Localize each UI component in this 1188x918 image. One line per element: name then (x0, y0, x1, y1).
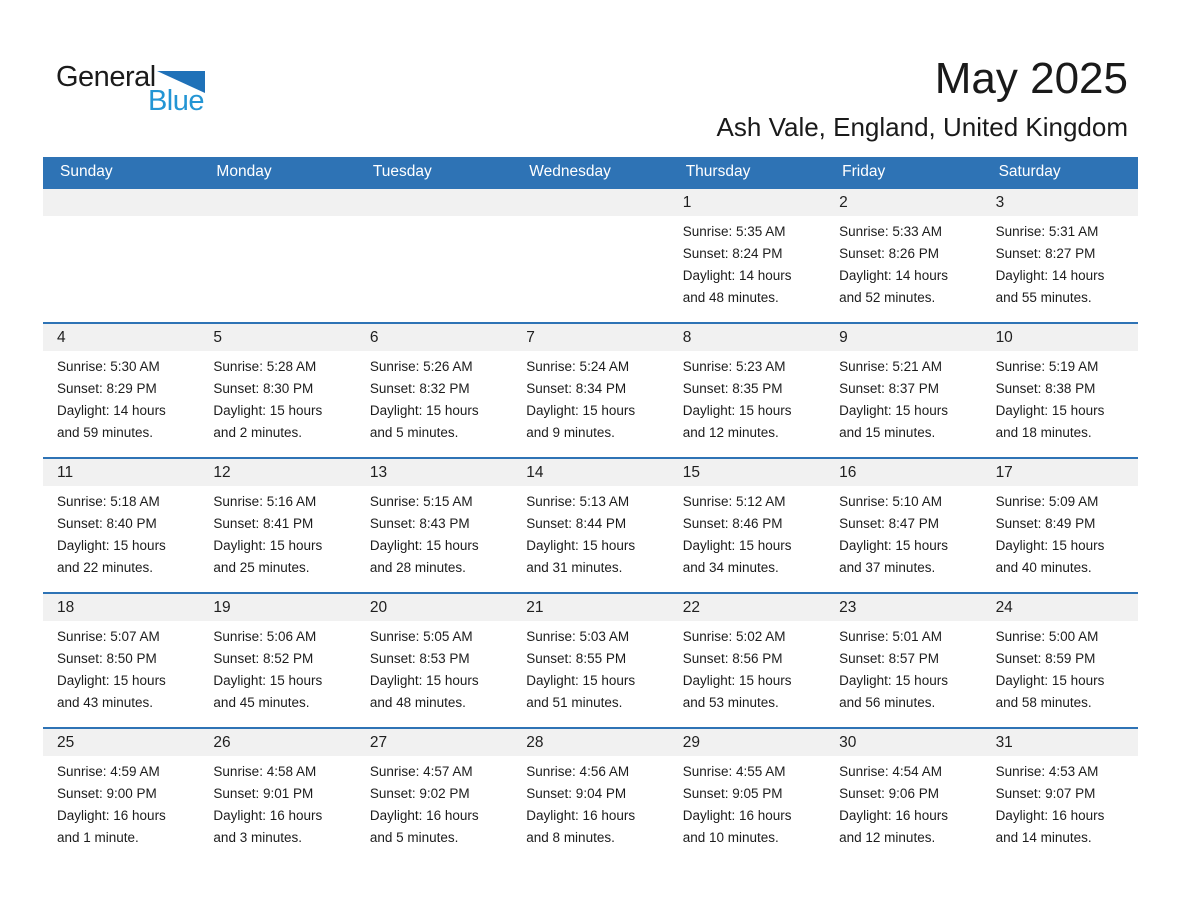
sunrise-text: Sunrise: 5:15 AM (369, 494, 473, 509)
day-info (982, 621, 1138, 714)
day-info (199, 621, 355, 714)
sunrise-text: Sunrise: 5:06 AM (213, 629, 317, 644)
day-number: 22 (669, 594, 825, 621)
day-cell (199, 324, 355, 457)
day-info (356, 486, 512, 579)
daylight-text: Daylight: 15 hours and 56 minutes. (839, 673, 948, 710)
day-number: 31 (982, 729, 1138, 756)
day-cell (825, 189, 981, 322)
daylight-text: Daylight: 16 hours and 1 minute. (57, 808, 166, 845)
day-number: 30 (825, 729, 981, 756)
sunset-text: Sunset: 8:44 PM (526, 516, 627, 531)
day-number: 13 (356, 459, 512, 486)
daylight-text: Daylight: 15 hours and 25 minutes. (213, 538, 323, 575)
day-info (512, 486, 668, 579)
weekday-monday: Monday (216, 163, 272, 180)
day-cell (669, 459, 825, 592)
daylight-text: Daylight: 15 hours and 28 minutes. (369, 538, 479, 575)
day-info (825, 351, 981, 444)
daylight-text: Daylight: 15 hours and 9 minutes. (526, 403, 636, 440)
weekday-friday: Friday (842, 163, 886, 180)
day-number: 24 (982, 594, 1138, 621)
day-cell (982, 189, 1138, 322)
sunset-text: Sunset: 9:01 PM (213, 786, 314, 801)
day-cell (356, 324, 512, 457)
week-row (43, 727, 1138, 862)
week-row (43, 457, 1138, 592)
day-number: 26 (199, 729, 355, 756)
daylight-text: Daylight: 15 hours and 48 minutes. (369, 673, 479, 710)
sunrise-text: Sunrise: 5:13 AM (526, 494, 630, 509)
day-info (669, 756, 825, 849)
logo-text-general: General (56, 61, 156, 93)
day-info (199, 486, 355, 579)
day-number (199, 189, 355, 216)
day-info (43, 756, 199, 849)
day-info (669, 216, 825, 309)
day-info (825, 621, 981, 714)
sunset-text: Sunset: 9:07 PM (995, 786, 1096, 801)
general-blue-logo (56, 62, 206, 116)
day-cell (356, 594, 512, 727)
sunset-text: Sunset: 8:46 PM (682, 516, 783, 531)
week-row (43, 322, 1138, 457)
day-number: 16 (825, 459, 981, 486)
day-number: 10 (982, 324, 1138, 351)
week-row (43, 592, 1138, 727)
day-number: 12 (199, 459, 355, 486)
day-cell (199, 594, 355, 727)
sunrise-text: Sunrise: 4:57 AM (369, 764, 473, 779)
sunset-text: Sunset: 8:38 PM (995, 381, 1096, 396)
daylight-text: Daylight: 14 hours and 48 minutes. (682, 268, 792, 305)
sunset-text: Sunset: 8:55 PM (526, 651, 627, 666)
daylight-text: Daylight: 15 hours and 2 minutes. (213, 403, 323, 440)
day-number: 3 (982, 189, 1138, 216)
weekday-saturday: Saturday (998, 163, 1061, 180)
empty-day-cell (512, 189, 668, 322)
day-info (825, 756, 981, 849)
day-cell (669, 189, 825, 322)
daylight-text: Daylight: 14 hours and 55 minutes. (995, 268, 1105, 305)
day-info (982, 216, 1138, 309)
day-number: 15 (669, 459, 825, 486)
day-info (512, 216, 668, 221)
daylight-text: Daylight: 15 hours and 40 minutes. (995, 538, 1105, 575)
sunrise-text: Sunrise: 5:16 AM (213, 494, 317, 509)
day-info (43, 486, 199, 579)
logo-text-blue: Blue (147, 85, 204, 117)
day-cell (43, 594, 199, 727)
empty-day-cell (199, 189, 355, 322)
day-cell (669, 594, 825, 727)
day-cell (512, 729, 668, 862)
day-info (43, 621, 199, 714)
sunrise-text: Sunrise: 5:33 AM (839, 224, 942, 239)
sunrise-text: Sunrise: 5:02 AM (682, 629, 786, 644)
day-cell (512, 594, 668, 727)
day-info (982, 756, 1138, 849)
sunset-text: Sunset: 8:52 PM (213, 651, 314, 666)
calendar-grid (43, 187, 1138, 862)
day-cell (356, 729, 512, 862)
sunset-text: Sunset: 9:02 PM (369, 786, 470, 801)
day-number: 14 (512, 459, 668, 486)
daylight-text: Daylight: 16 hours and 12 minutes. (839, 808, 948, 845)
sunrise-text: Sunrise: 4:58 AM (213, 764, 317, 779)
sunset-text: Sunset: 8:40 PM (57, 516, 157, 531)
sunrise-text: Sunrise: 5:23 AM (682, 359, 786, 374)
day-number: 1 (669, 189, 825, 216)
daylight-text: Daylight: 15 hours and 51 minutes. (526, 673, 636, 710)
sunrise-text: Sunrise: 4:56 AM (526, 764, 630, 779)
sunset-text: Sunset: 8:57 PM (839, 651, 939, 666)
day-number: 9 (825, 324, 981, 351)
day-number: 6 (356, 324, 512, 351)
day-number: 20 (356, 594, 512, 621)
daylight-text: Daylight: 15 hours and 31 minutes. (526, 538, 636, 575)
daylight-text: Daylight: 15 hours and 22 minutes. (57, 538, 166, 575)
daylight-text: Daylight: 15 hours and 43 minutes. (57, 673, 166, 710)
sunset-text: Sunset: 8:26 PM (839, 246, 939, 261)
daylight-text: Daylight: 15 hours and 15 minutes. (839, 403, 948, 440)
sunrise-text: Sunrise: 5:21 AM (839, 359, 942, 374)
title-block (717, 54, 1128, 142)
daylight-text: Daylight: 14 hours and 59 minutes. (57, 403, 166, 440)
calendar-table (43, 157, 1138, 862)
day-info (669, 621, 825, 714)
sunset-text: Sunset: 8:27 PM (995, 246, 1096, 261)
daylight-text: Daylight: 15 hours and 18 minutes. (995, 403, 1105, 440)
day-cell (199, 729, 355, 862)
sunset-text: Sunset: 8:32 PM (369, 381, 470, 396)
day-cell (669, 324, 825, 457)
day-info (199, 756, 355, 849)
daylight-text: Daylight: 16 hours and 14 minutes. (995, 808, 1105, 845)
sunrise-text: Sunrise: 4:53 AM (995, 764, 1099, 779)
day-cell (199, 459, 355, 592)
day-info (512, 621, 668, 714)
day-info (199, 216, 355, 221)
day-cell (982, 324, 1138, 457)
day-info (43, 216, 199, 221)
sunset-text: Sunset: 8:56 PM (682, 651, 783, 666)
day-number (43, 189, 199, 216)
daylight-text: Daylight: 16 hours and 10 minutes. (682, 808, 792, 845)
day-cell (512, 324, 668, 457)
day-cell (825, 324, 981, 457)
day-info (669, 351, 825, 444)
sunset-text: Sunset: 8:50 PM (57, 651, 157, 666)
daylight-text: Daylight: 16 hours and 5 minutes. (369, 808, 479, 845)
day-cell (43, 729, 199, 862)
sunset-text: Sunset: 8:47 PM (839, 516, 939, 531)
day-info (43, 351, 199, 444)
sunset-text: Sunset: 8:30 PM (213, 381, 314, 396)
sunrise-text: Sunrise: 5:35 AM (682, 224, 786, 239)
daylight-text: Daylight: 15 hours and 5 minutes. (369, 403, 479, 440)
sunset-text: Sunset: 8:53 PM (369, 651, 470, 666)
day-cell (825, 594, 981, 727)
weekday-tuesday: Tuesday (372, 163, 432, 180)
sunset-text: Sunset: 9:00 PM (57, 786, 157, 801)
sunrise-text: Sunrise: 5:05 AM (369, 629, 473, 644)
day-info (825, 486, 981, 579)
day-cell (982, 459, 1138, 592)
daylight-text: Daylight: 15 hours and 45 minutes. (213, 673, 323, 710)
day-number: 4 (43, 324, 199, 351)
sunset-text: Sunset: 8:37 PM (839, 381, 939, 396)
sunset-text: Sunset: 8:35 PM (682, 381, 783, 396)
sunrise-text: Sunrise: 5:07 AM (57, 629, 160, 644)
sunset-text: Sunset: 9:06 PM (839, 786, 939, 801)
sunrise-text: Sunrise: 4:55 AM (682, 764, 786, 779)
sunrise-text: Sunrise: 5:10 AM (839, 494, 942, 509)
daylight-text: Daylight: 15 hours and 58 minutes. (995, 673, 1105, 710)
sunrise-text: Sunrise: 5:19 AM (995, 359, 1099, 374)
day-cell (825, 459, 981, 592)
sunset-text: Sunset: 8:34 PM (526, 381, 627, 396)
day-number: 21 (512, 594, 668, 621)
weekday-header-row (43, 157, 1138, 187)
sunrise-text: Sunrise: 4:59 AM (57, 764, 160, 779)
day-info (356, 756, 512, 849)
day-cell (512, 459, 668, 592)
sunset-text: Sunset: 8:24 PM (682, 246, 783, 261)
sunrise-text: Sunrise: 5:31 AM (995, 224, 1099, 239)
weekday-sunday: Sunday (60, 163, 113, 180)
day-info (982, 351, 1138, 444)
empty-day-cell (43, 189, 199, 322)
sunrise-text: Sunrise: 5:30 AM (57, 359, 160, 374)
sunset-text: Sunset: 9:04 PM (526, 786, 627, 801)
daylight-text: Daylight: 16 hours and 3 minutes. (213, 808, 323, 845)
day-info (669, 486, 825, 579)
day-cell (825, 729, 981, 862)
day-number: 25 (43, 729, 199, 756)
day-info (356, 216, 512, 221)
day-number: 18 (43, 594, 199, 621)
daylight-text: Daylight: 15 hours and 34 minutes. (682, 538, 792, 575)
day-number: 29 (669, 729, 825, 756)
daylight-text: Daylight: 15 hours and 53 minutes. (682, 673, 792, 710)
day-info (356, 351, 512, 444)
day-cell (43, 324, 199, 457)
location-subtitle: Ash Vale, England, United Kingdom (716, 112, 1128, 142)
day-number: 5 (199, 324, 355, 351)
day-cell (356, 459, 512, 592)
day-number: 28 (512, 729, 668, 756)
day-number: 2 (825, 189, 981, 216)
day-number (356, 189, 512, 216)
sunrise-text: Sunrise: 5:03 AM (526, 629, 630, 644)
sunrise-text: Sunrise: 5:24 AM (526, 359, 630, 374)
sunrise-text: Sunrise: 5:26 AM (369, 359, 473, 374)
day-number: 23 (825, 594, 981, 621)
daylight-text: Daylight: 15 hours and 12 minutes. (682, 403, 792, 440)
daylight-text: Daylight: 15 hours and 37 minutes. (839, 538, 948, 575)
day-number: 7 (512, 324, 668, 351)
sunrise-text: Sunrise: 5:18 AM (57, 494, 160, 509)
sunset-text: Sunset: 8:49 PM (995, 516, 1096, 531)
day-cell (982, 594, 1138, 727)
sunrise-text: Sunrise: 5:12 AM (682, 494, 786, 509)
sunset-text: Sunset: 8:29 PM (57, 381, 157, 396)
weekday-wednesday: Wednesday (529, 163, 611, 180)
empty-day-cell (356, 189, 512, 322)
daylight-text: Daylight: 14 hours and 52 minutes. (839, 268, 948, 305)
sunrise-text: Sunrise: 5:01 AM (839, 629, 942, 644)
day-info (512, 756, 668, 849)
sunset-text: Sunset: 8:41 PM (213, 516, 314, 531)
day-info (512, 351, 668, 444)
sunrise-text: Sunrise: 5:28 AM (213, 359, 317, 374)
week-row (43, 187, 1138, 322)
day-number: 27 (356, 729, 512, 756)
day-info (199, 351, 355, 444)
day-info (356, 621, 512, 714)
day-number: 19 (199, 594, 355, 621)
day-info (982, 486, 1138, 579)
sunset-text: Sunset: 9:05 PM (682, 786, 783, 801)
day-cell (43, 459, 199, 592)
daylight-text: Daylight: 16 hours and 8 minutes. (526, 808, 636, 845)
sunset-text: Sunset: 8:43 PM (369, 516, 470, 531)
day-number (512, 189, 668, 216)
day-cell (982, 729, 1138, 862)
day-number: 8 (669, 324, 825, 351)
sunrise-text: Sunrise: 5:09 AM (995, 494, 1099, 509)
day-info (825, 216, 981, 309)
sunset-text: Sunset: 8:59 PM (995, 651, 1096, 666)
day-number: 11 (43, 459, 199, 486)
day-cell (669, 729, 825, 862)
month-title: May 2025 (934, 54, 1128, 103)
sunrise-text: Sunrise: 5:00 AM (995, 629, 1099, 644)
weekday-thursday: Thursday (685, 163, 751, 180)
day-number: 17 (982, 459, 1138, 486)
sunrise-text: Sunrise: 4:54 AM (839, 764, 942, 779)
